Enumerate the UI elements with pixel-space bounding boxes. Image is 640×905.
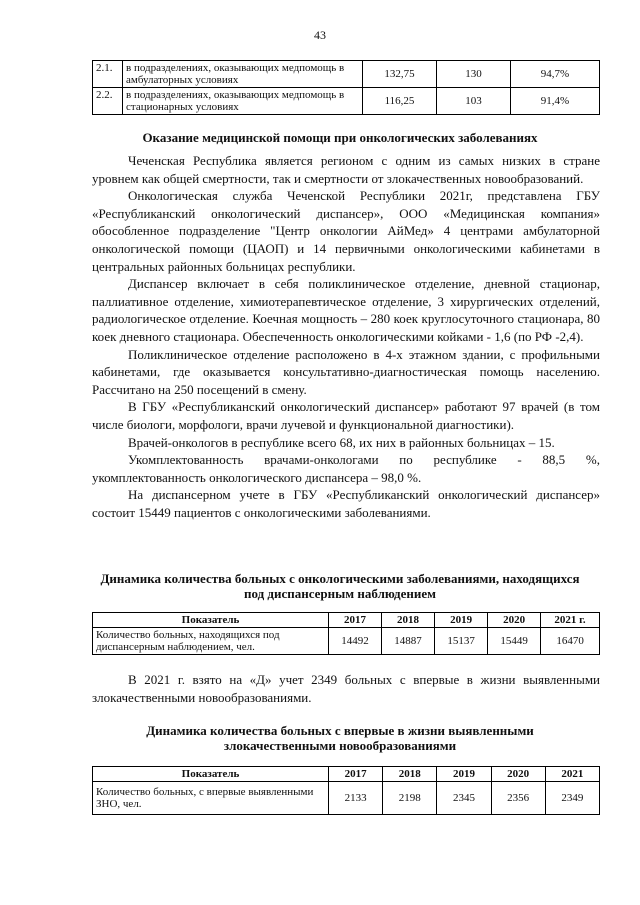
column-header: 2018 (382, 613, 435, 628)
dispensary-table (92, 612, 600, 655)
column-header: 2021 (545, 767, 599, 782)
cell-value: 14887 (382, 628, 435, 655)
table-row (93, 88, 600, 115)
row-label: в подразделениях, оказывающих медпомощь в стационарных условиях (123, 88, 363, 115)
column-header: 2020 (491, 767, 545, 782)
row-number: 2.2. (93, 88, 123, 115)
column-header: 2017 (329, 613, 382, 628)
cell-value: 2356 (491, 782, 545, 815)
cell-value: 16470 (541, 628, 600, 655)
cell-value: 2345 (437, 782, 491, 815)
paragraph: На диспансерном учете в ГБУ «Республиканский онкологический диспансер» состоит 15449 пациентов с онкологическими заболеваниями. (92, 487, 600, 520)
table-row (93, 61, 600, 88)
column-header: 2018 (383, 767, 437, 782)
cell-value: 14492 (329, 628, 382, 655)
row-label: Количество больных, с впервые выявленными ЗНО, чел. (93, 782, 329, 815)
cell-value: 2198 (383, 782, 437, 815)
paragraph: В ГБУ «Республиканский онкологический диспансер» работают 97 врачей (в том числе биологи, морфологи, врачи лучевой и функциональной диагностики). (92, 399, 600, 432)
cell-value: 130 (437, 61, 511, 88)
cell-value: 2349 (545, 782, 599, 815)
paragraph: Онкологическая служба Чеченской Республики 2021г, представлена ГБУ «Республиканский онкологический диспансер», ООО «Медицинская компания» обособленное подразделение "Центр онкологии АйМед» 4 центрами амбулаторной онкологической помощи (ЦАОП) и 14 первичными онкологическими кабинетами в центральных районных больницах республики. (92, 188, 600, 274)
paragraph: Чеченская Республика является регионом с одним из самых низких в стране уровнем как общей смертности, так и смертности от злокачественных новообразований. (92, 153, 600, 186)
column-header: Показатель (93, 613, 329, 628)
cell-value: 15449 (488, 628, 541, 655)
column-header: 2021 г. (541, 613, 600, 628)
table-header-row (93, 767, 600, 782)
cell-value: 94,7% (511, 61, 600, 88)
table-title: Динамика количества больных с впервые в жизни выявленными злокачественными новообразованиями (146, 723, 534, 753)
body-text (92, 671, 600, 706)
table-title: Динамика количества больных с онкологическими заболеваниями, находящихся под диспансерным наблюдением (100, 571, 580, 601)
column-header: Показатель (93, 767, 329, 782)
row-number: 2.1. (93, 61, 123, 88)
column-header: 2019 (437, 767, 491, 782)
paragraph: В 2021 г. взято на «Д» учет 2349 больных с впервые в жизни выявленными злокачественными новообразованиями. (92, 672, 600, 705)
paragraph: Врачей-онкологов в республике всего 68, их них в районных больницах – 15. (128, 434, 555, 450)
cell-value: 116,25 (363, 88, 437, 115)
cell-value: 15137 (435, 628, 488, 655)
cell-value: 2133 (329, 782, 383, 815)
section-title: Оказание медицинской помощи при онкологических заболеваниях (142, 130, 538, 145)
column-header: 2017 (329, 767, 383, 782)
paragraph: Поликлиническое отделение расположено в 4-х этажном здании, с профильными кабинетами, где оказывается консультативно-диагностическая помощь населению. Рассчитано на 250 посещений в смену. (92, 346, 600, 397)
cell-value: 103 (437, 88, 511, 115)
paragraph: Укомплектованность врачами-онкологами по республике - 88,5 %, укомплектованность онкологического диспансера – 98,0 %. (92, 452, 600, 485)
table-header-row (93, 613, 600, 628)
body-text (92, 152, 600, 521)
paragraph: Диспансер включает в себя поликлиническое отделение, дневной стационар, паллиативное отделение, химиотерапевтическое отделение, 3 хирургических отделений, радиологическое отделение. Коечная мощность – 280 коек круглосуточного стационара, 80 коек дневного стационара. Обеспеченность онкологическими койками - 1,6 (по РФ -2,4). (92, 276, 600, 344)
cell-value: 91,4% (511, 88, 600, 115)
column-header: 2019 (435, 613, 488, 628)
page-number: 43 (314, 28, 326, 42)
staff-table (92, 60, 600, 115)
new-cases-table (92, 766, 600, 815)
row-label: Количество больных, находящихся под диспансерным наблюдением, чел. (93, 628, 329, 655)
column-header: 2020 (488, 613, 541, 628)
table-row (93, 782, 600, 815)
row-label: в подразделениях, оказывающих медпомощь в амбулаторных условиях (123, 61, 363, 88)
cell-value: 132,75 (363, 61, 437, 88)
table-row (93, 628, 600, 655)
